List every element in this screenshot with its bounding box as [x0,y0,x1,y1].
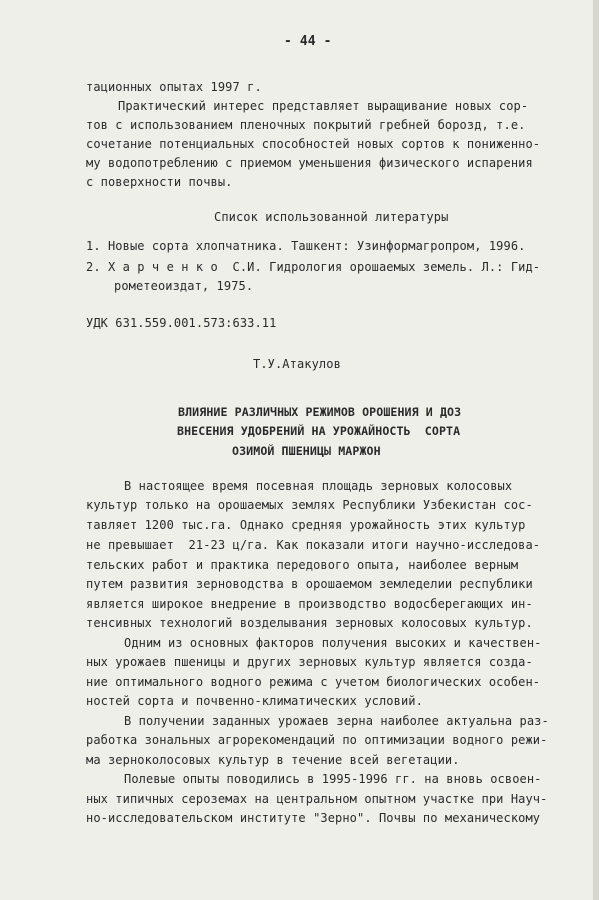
intro-line: му водопотреблению с приемом уменьшения физического испарения [86,156,533,170]
page-edge-shadow [593,0,599,900]
udk-code: УДК 631.559.001.573:633.11 [86,316,277,330]
intro-line: тационных опытах 1997 г. [86,80,262,94]
intro-line: Практический интерес представляет выращивание новых сор- [118,99,529,113]
intro-line: сочетание потенциальных способностей новых сортов к пониженно- [86,137,541,151]
article-title-line: ВЛИЯНИЕ РАЗЛИЧНЫХ РЕЖИМОВ ОРОШЕНИЯ И ДОЗ [178,405,462,419]
body-line: путем развития зерноводства в орошаемом земледелии республики [86,577,533,591]
body-line: ных типичных сероземах на центральном опытном участке при Науч- [86,792,548,806]
body-line: тенсивных технологий возделывания зерновых колосовых культур. [86,616,533,630]
body-line: ние оптимального водного режима с учетом биологических особен- [86,675,541,689]
body-line: тельских работ и практика передового опыта, наиболее верным [86,558,519,572]
intro-line: тов с использованием пленочных покрытий гребней борозд, т.е. [86,118,526,132]
references-title: Список использованной литературы [214,210,449,224]
body-line: В получении заданных урожаев зерна наиболее актуальна раз- [124,714,549,728]
intro-line: с поверхности почвы. [86,175,233,189]
body-line: не превышает 21-23 ц/га. Как показали итоги научно-исследова- [86,538,541,552]
reference-item: 1. Новые сорта хлопчатника. Ташкент: Узинформагропром, 1996. [86,239,526,253]
article-title-line: ОЗИМОЙ ПШЕНИЦЫ МАРЖОН [232,444,381,458]
reference-item: рометеоиздат, 1975. [114,279,254,293]
body-line: ма зерноколосовых культур в течение всей вегетации. [86,753,460,767]
body-line: ных урожаев пшеницы и других зерновых культур является созда- [86,655,533,669]
body-line: культур только на орошаемых землях Республики Узбекистан сос- [86,498,533,512]
article-title-line: ВНЕСЕНИЯ УДОБРЕНИЙ НА УРОЖАЙНОСТЬ СОРТА [177,424,461,438]
body-line: является широкое внедрение в производство водосберегающих ин- [86,597,533,611]
body-line: тавляет 1200 тыс.га. Однако средняя урожайность этих культур [86,518,526,532]
body-line: но-исследовательском институте "Зерно". Почвы по механическому [86,811,541,825]
body-line: Одним из основных факторов получения высоких и качествен- [124,636,542,650]
author: Т.У.Атакулов [253,357,341,371]
body-line: В настоящее время посевная площадь зерновых колосовых [124,479,513,493]
body-line: ностей сорта и почвенно-климатических условий. [86,694,423,708]
page-number: - 44 - [284,34,332,49]
body-line: Полевые опыты поводились в 1995-1996 гг. на вновь освоен- [124,772,542,786]
reference-item: 2. Х а р ч е н к о С.И. Гидрология орошаемых земель. Л.: Гид- [86,260,541,274]
body-line: работка зональных агрорекомендаций по оптимизации водного режи- [86,733,548,747]
